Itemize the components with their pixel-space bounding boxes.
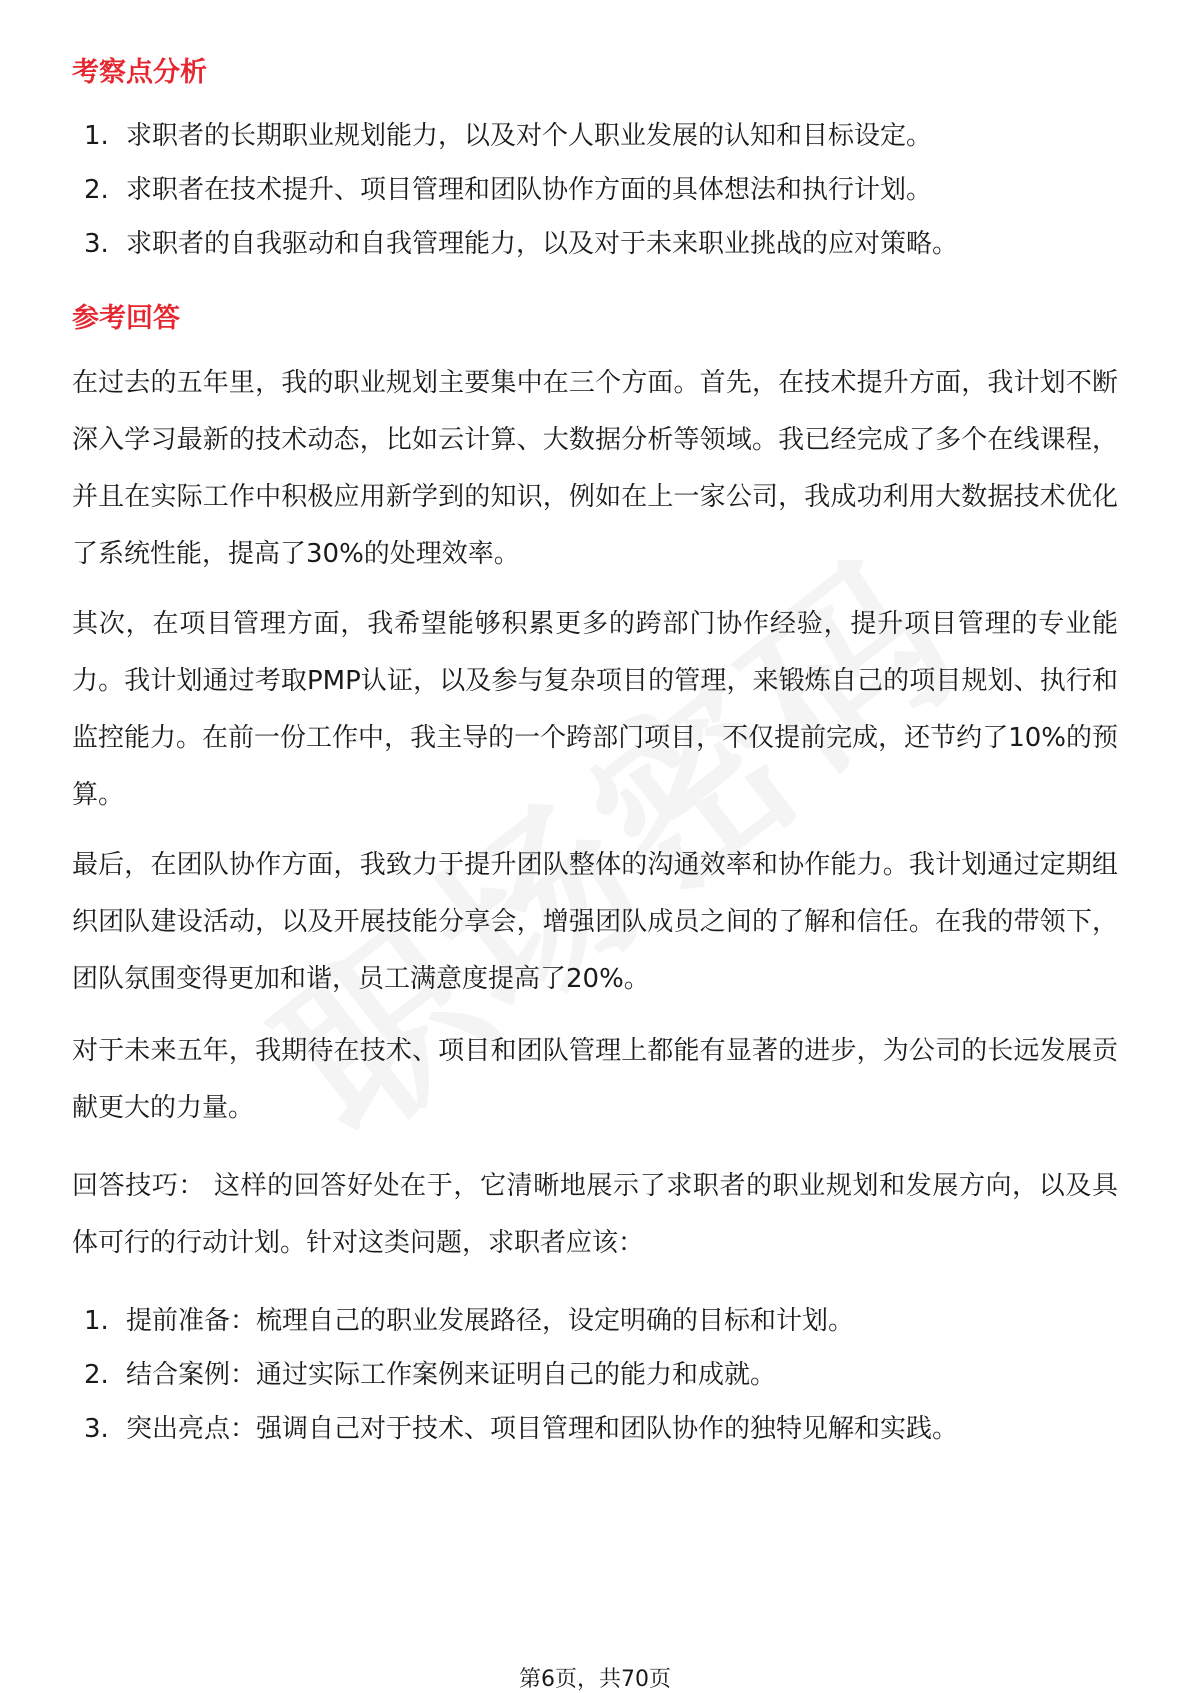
analysis-heading: 考察点分析 xyxy=(72,57,207,88)
list-number: 3. xyxy=(84,1414,109,1444)
list-text: 求职者在技术提升、项目管理和团队协作方面的具体想法和执行计划。 xyxy=(126,175,933,205)
tips-item xyxy=(84,1412,1130,1446)
answer-paragraph: 在过去的五年里，我的职业规划主要集中在三个方面。首先，在技术提升方面，我计划不断深入学习最新的技术动态，比如云计算、大数据分析等领域。我已经完成了多个在线课程，并且在实际工作中积极应用新学到的知识，例如在上一家公司，我成功利用大数据技术优化了系统性能，提高了30%的处理效率。 xyxy=(72,368,1118,569)
answer-paragraph: 其次，在项目管理方面，我希望能够积累更多的跨部门协作经验，提升项目管理的专业能力。我计划通过考取PMP认证，以及参与复杂项目的管理，来锻炼自己的项目规划、执行和监控能力。在前一份工作中，我主导的一个跨部门项目，不仅提前完成，还节约了10%的预算。 xyxy=(72,609,1118,810)
list-text: 求职者的长期职业规划能力，以及对个人职业发展的认知和目标设定。 xyxy=(126,121,933,151)
list-number: 2. xyxy=(84,1360,109,1390)
list-number: 3. xyxy=(84,229,109,259)
list-number: 1. xyxy=(84,121,109,151)
answer-paragraph: 最后，在团队协作方面，我致力于提升团队整体的沟通效率和协作能力。我计划通过定期组织团队建设活动，以及开展技能分享会，增强团队成员之间的了解和信任。在我的带领下，团队氛围变得更加和谐，员工满意度提高了20%。 xyxy=(72,850,1118,994)
list-text: 求职者的自我驱动和自我管理能力，以及对于未来职业挑战的应对策略。 xyxy=(126,229,959,259)
list-number: 1. xyxy=(84,1306,109,1336)
list-number: 2. xyxy=(84,175,109,205)
tips-item xyxy=(84,1304,1130,1338)
page-number: 第6页，共70页 xyxy=(519,1667,671,1692)
analysis-item xyxy=(84,227,1130,261)
answer-heading: 参考回答 xyxy=(72,303,180,334)
list-text: 提前准备：梳理自己的职业发展路径，设定明确的目标和计划。 xyxy=(126,1306,855,1336)
list-text: 突出亮点：强调自己对于技术、项目管理和团队协作的独特见解和实践。 xyxy=(126,1414,959,1444)
list-text: 结合案例：通过实际工作案例来证明自己的能力和成就。 xyxy=(126,1360,777,1390)
answer-tips-intro: 回答技巧： 这样的回答好处在于，它清晰地展示了求职者的职业规划和发展方向，以及具体可行的行动计划。针对这类问题，求职者应该： xyxy=(72,1171,1118,1258)
answer-paragraph: 对于未来五年，我期待在技术、项目和团队管理上都能有显著的进步，为公司的长远发展贡献更大的力量。 xyxy=(72,1036,1118,1123)
tips-item xyxy=(84,1358,1130,1392)
analysis-item xyxy=(84,173,1130,207)
analysis-item xyxy=(84,119,1130,153)
